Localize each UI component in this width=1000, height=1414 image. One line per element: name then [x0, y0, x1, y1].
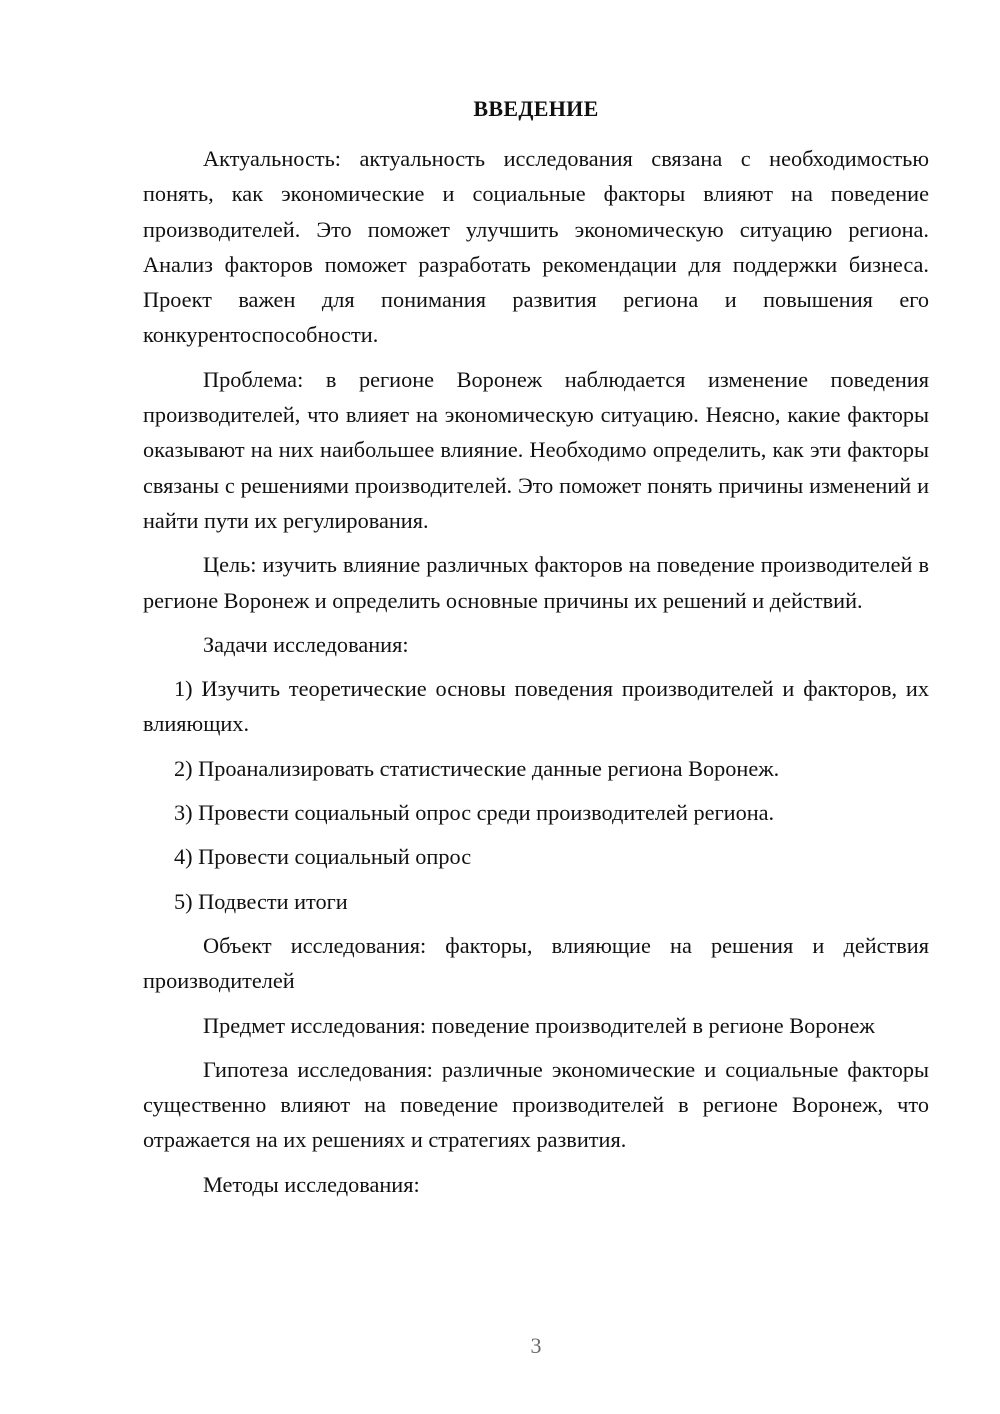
methods-heading: Методы исследования: — [203, 1171, 420, 1197]
task-item-1: 1) Изучить теоретические основы поведения производителей и факторов, их влияющих. — [143, 676, 929, 737]
task-item-4: 4) Провести социальный опрос — [174, 844, 472, 870]
object-paragraph: Объект исследования: факторы, влияющие на решения и действия производителей — [143, 932, 929, 994]
goal-paragraph: Цель: изучить влияние различных факторов на поведение производителей в регионе Воронеж и определить основные причины их решений и действий. — [143, 552, 929, 613]
subject-paragraph: Предмет исследования: поведение производителей в регионе Воронеж — [203, 1012, 875, 1038]
task-item-3: 3) Провести социальный опрос среди производителей региона. — [174, 800, 775, 826]
task-item-5: 5) Подвести итоги — [174, 888, 348, 914]
page-number: 3 — [530, 1333, 542, 1358]
document-body — [143, 141, 929, 1211]
problem-paragraph: Проблема: в регионе Воронеж наблюдается изменение поведения производителей, что влияет на экономическую ситуацию. Неясно, какие факторы оказывают на них наибольшее влияние. Необходимо определить, как эти факторы связаны с решениями производителей. Это поможет понять причины изменений и найти пути их регулирования. — [143, 366, 929, 533]
tasks-heading: Задачи исследования: — [203, 631, 409, 657]
page-title: ВВЕДЕНИЕ — [473, 96, 599, 121]
task-item-2: 2) Проанализировать статистические данные региона Воронеж. — [174, 755, 780, 781]
relevance-paragraph: Актуальность: актуальность исследования связана с необходимостью понять, как экономические и социальные факторы влияют на поведение производителей. Это поможет улучшить экономическую ситуацию региона. Анализ факторов поможет разработать рекомендации для поддержки бизнеса. Проект важен для понимания развития региона и повышения его конкурентоспособности. — [143, 146, 929, 348]
hypothesis-paragraph: Гипотеза исследования: различные экономические и социальные факторы существенно влияют на поведение производителей в регионе Воронеж, что отражается на их решениях и стратегиях развития. — [143, 1056, 929, 1153]
